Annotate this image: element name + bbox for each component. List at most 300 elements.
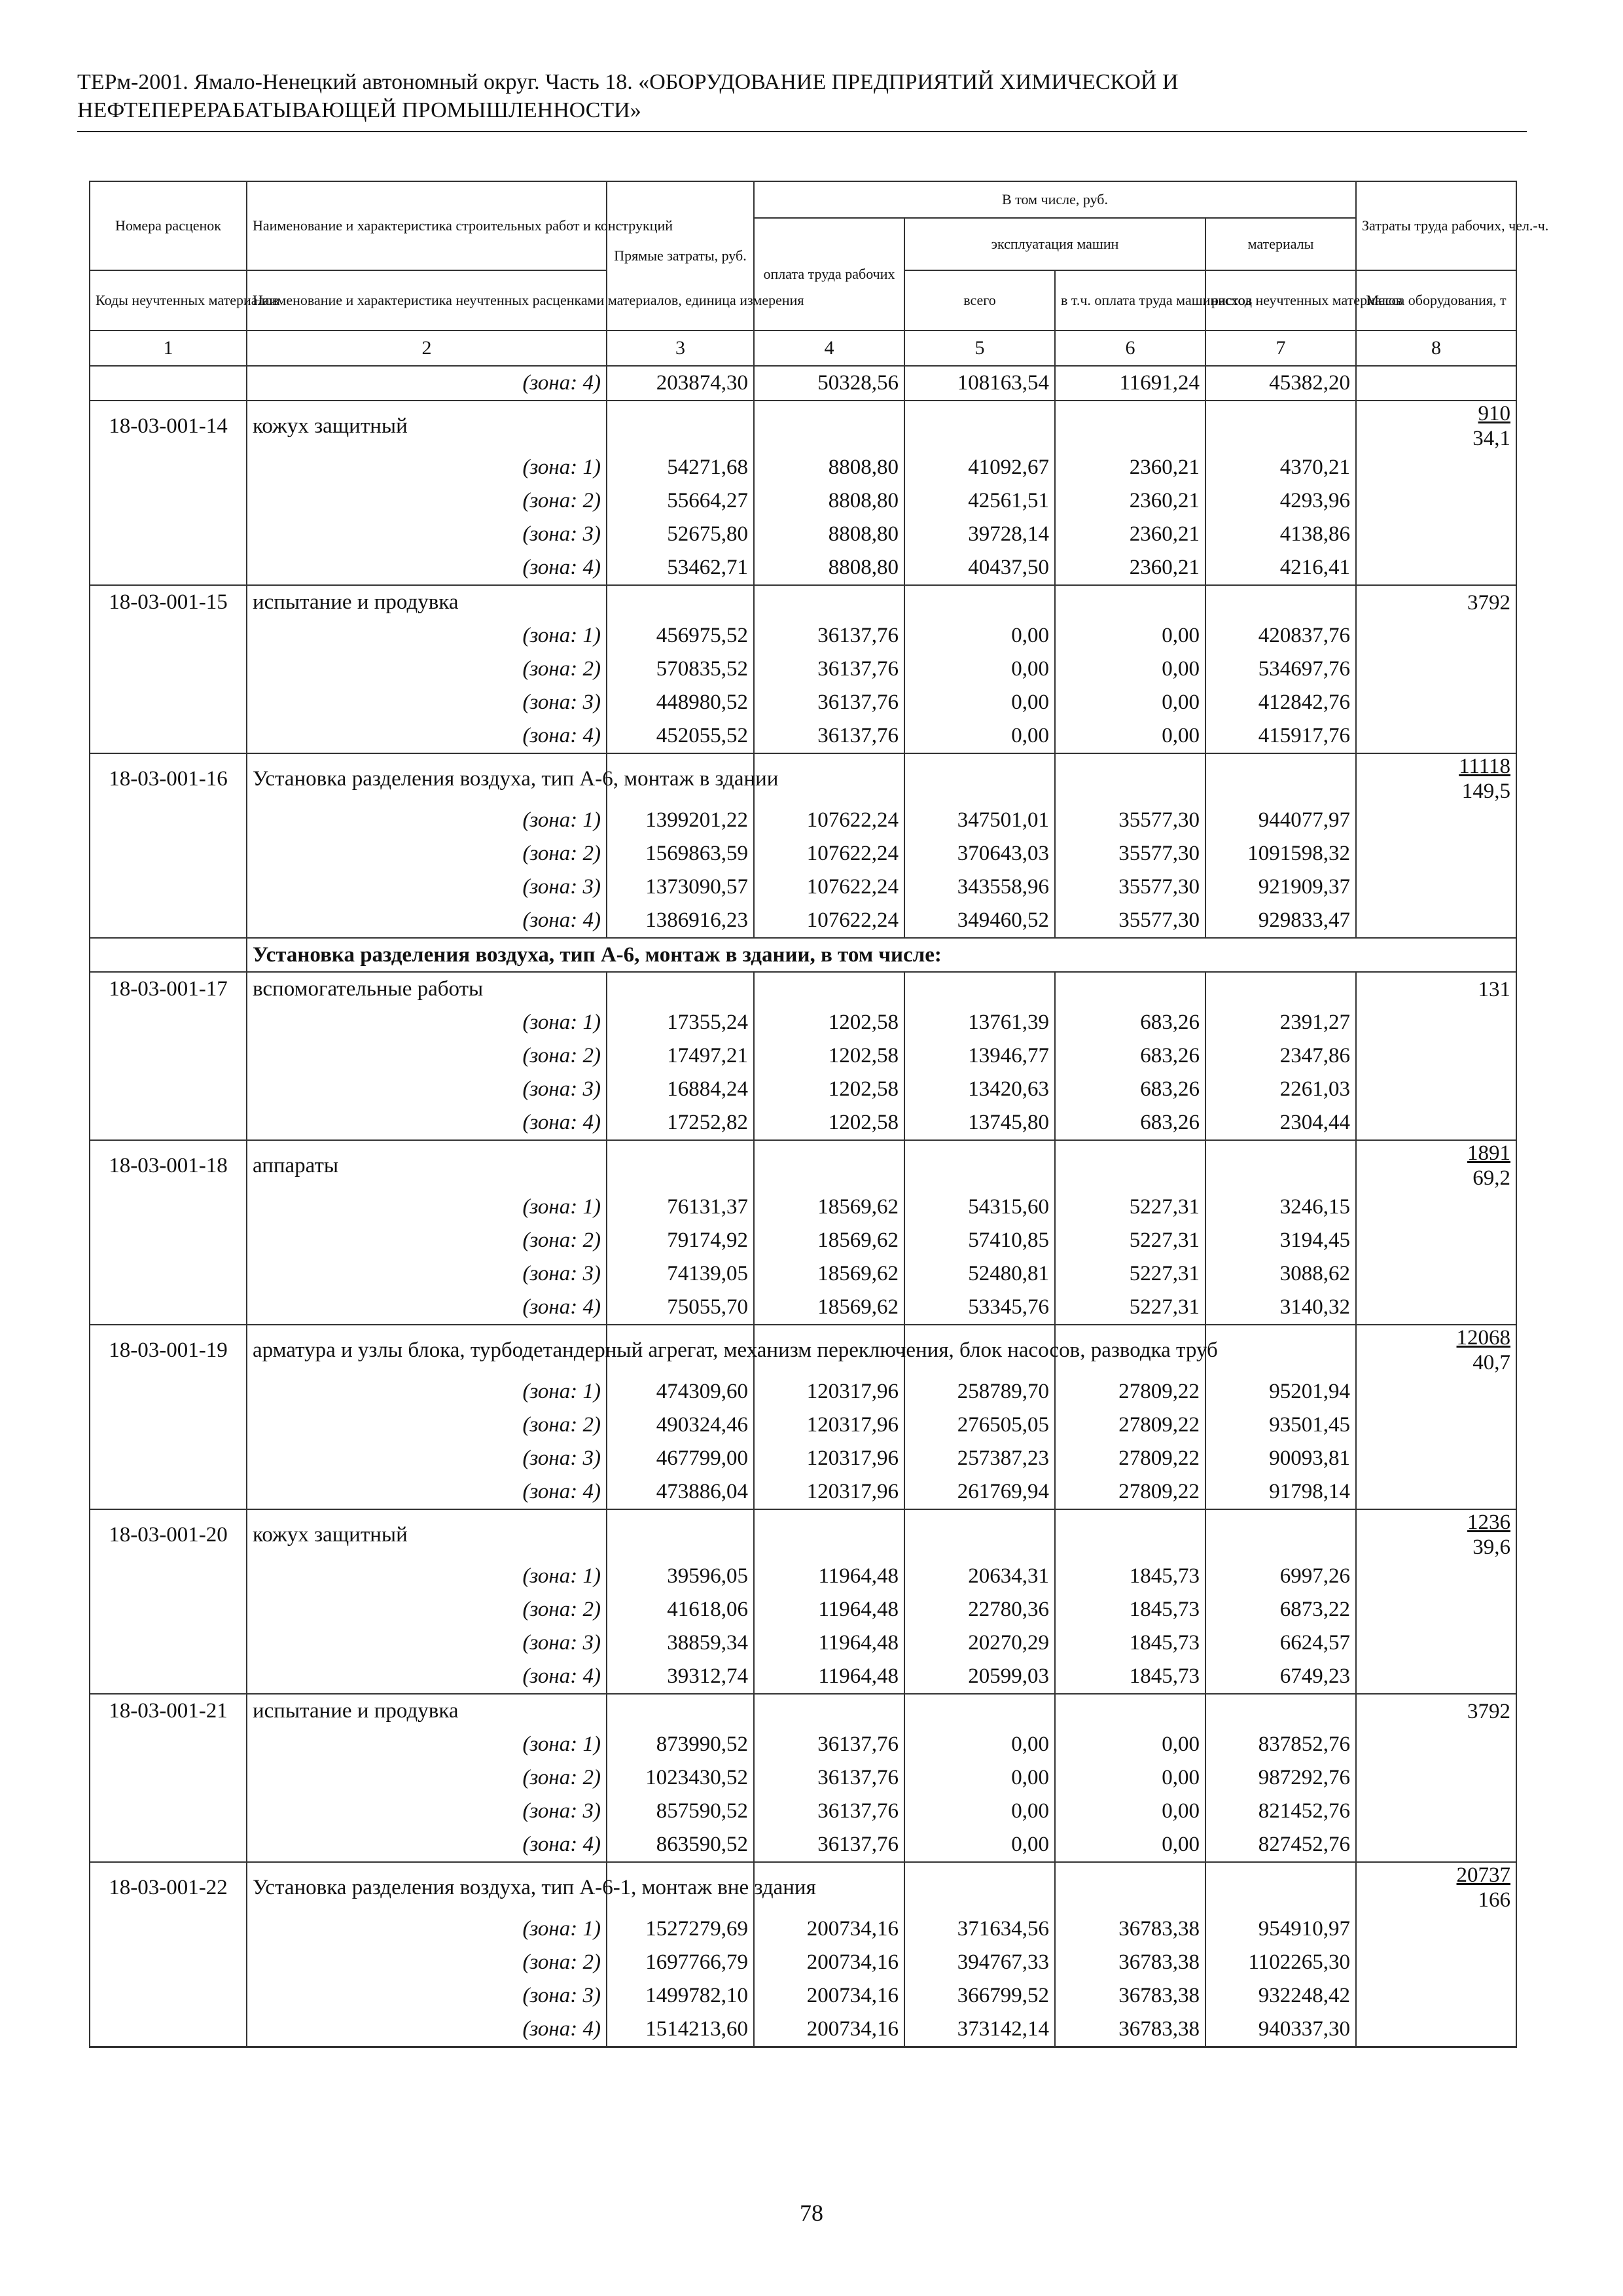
worker-pay-cell: 36137,76 <box>754 686 904 719</box>
machinist-pay-cell: 11691,24 <box>1055 366 1205 401</box>
zone-label: (зона: 1) <box>247 1191 607 1224</box>
worker-pay-cell: 36137,76 <box>754 619 904 653</box>
empty-cell <box>754 1140 904 1191</box>
labor-costs-value: 3792 <box>1467 1699 1511 1723</box>
direct-costs-cell: 79174,92 <box>607 1224 754 1257</box>
machine-total-cell: 22780,36 <box>904 1593 1055 1626</box>
column-number: 4 <box>754 331 904 366</box>
materials-cell: 6873,22 <box>1205 1593 1356 1626</box>
worker-pay-cell: 50328,56 <box>754 366 904 401</box>
materials-cell: 4370,21 <box>1205 451 1356 484</box>
machine-total-cell: 40437,50 <box>904 551 1055 585</box>
machine-total-cell: 371634,56 <box>904 1912 1055 1946</box>
machine-total-cell: 20599,03 <box>904 1660 1055 1694</box>
empty-cell <box>1356 1828 1516 1862</box>
empty-cell <box>1205 585 1356 619</box>
direct-costs-cell: 41618,06 <box>607 1593 754 1626</box>
empty-cell <box>90 719 247 753</box>
rate-group-first-row <box>90 1862 1516 1912</box>
zone-row <box>90 1006 1516 1039</box>
machinist-pay-cell: 0,00 <box>1055 686 1205 719</box>
direct-costs-cell: 52675,80 <box>607 518 754 551</box>
empty-cell <box>90 1912 247 1946</box>
empty-cell <box>90 1224 247 1257</box>
col-machine-operation: эксплуатация машин <box>904 218 1205 270</box>
materials-cell: 940337,30 <box>1205 2013 1356 2047</box>
machine-total-cell: 13420,63 <box>904 1073 1055 1106</box>
materials-cell: 827452,76 <box>1205 1828 1356 1862</box>
zone-label: (зона: 3) <box>247 870 607 904</box>
col-name-works: Наименование и характеристика строительных работ и конструкций <box>247 181 607 270</box>
rate-code: 18-03-001-21 <box>90 1694 247 1728</box>
empty-cell <box>607 1509 754 1560</box>
zone-label: (зона: 3) <box>247 1257 607 1291</box>
empty-cell <box>1356 1408 1516 1442</box>
empty-cell <box>1055 585 1205 619</box>
materials-cell: 954910,97 <box>1205 1912 1356 1946</box>
header-line-1: ТЕРм-2001. Ямало-Ненецкий автономный округ. Часть 18. «ОБОРУДОВАНИЕ ПРЕДПРИЯТИЙ ХИМИЧЕСКОЙ И <box>77 70 1179 94</box>
zone-label: (зона: 3) <box>247 1626 607 1660</box>
zone-row <box>90 686 1516 719</box>
machinist-pay-cell: 27809,22 <box>1055 1442 1205 1475</box>
worker-pay-cell: 107622,24 <box>754 904 904 938</box>
zone-label: (зона: 2) <box>247 1408 607 1442</box>
empty-cell <box>1356 551 1516 585</box>
empty-cell <box>90 518 247 551</box>
machine-total-cell: 366799,52 <box>904 1979 1055 2013</box>
empty-cell <box>1205 1694 1356 1728</box>
work-name: аппараты <box>247 1140 607 1191</box>
empty-cell <box>754 1509 904 1560</box>
zone-label: (зона: 4) <box>247 1106 607 1140</box>
machine-total-cell: 0,00 <box>904 1761 1055 1795</box>
zone-label: (зона: 2) <box>247 1761 607 1795</box>
empty-cell <box>1356 837 1516 870</box>
col-total: всего <box>904 270 1055 331</box>
machine-total-cell: 370643,03 <box>904 837 1055 870</box>
empty-cell <box>90 1979 247 2013</box>
empty-cell <box>1356 1660 1516 1694</box>
col-rate-numbers: Номера расценок <box>90 181 247 270</box>
machine-total-cell: 343558,96 <box>904 870 1055 904</box>
materials-cell: 2261,03 <box>1205 1073 1356 1106</box>
materials-cell: 6997,26 <box>1205 1560 1356 1593</box>
section-heading-row <box>90 938 1516 972</box>
machinist-pay-cell: 1845,73 <box>1055 1626 1205 1660</box>
direct-costs-cell: 473886,04 <box>607 1475 754 1509</box>
empty-cell <box>90 904 247 938</box>
machine-total-cell: 276505,05 <box>904 1408 1055 1442</box>
col-included: В том числе, руб. <box>754 181 1356 218</box>
machine-total-cell: 52480,81 <box>904 1257 1055 1291</box>
direct-costs-cell: 1569863,59 <box>607 837 754 870</box>
worker-pay-cell: 200734,16 <box>754 2013 904 2047</box>
equipment-mass-value: 166 <box>1478 1888 1511 1912</box>
zone-row <box>90 1191 1516 1224</box>
materials-cell: 420837,76 <box>1205 619 1356 653</box>
empty-cell <box>1356 653 1516 686</box>
zone-label: (зона: 1) <box>247 804 607 837</box>
empty-cell <box>1356 451 1516 484</box>
labor-costs-value: 11118 <box>1459 755 1511 778</box>
empty-cell <box>90 870 247 904</box>
column-number: 5 <box>904 331 1055 366</box>
machine-total-cell: 394767,33 <box>904 1946 1055 1979</box>
header-rule <box>77 131 1527 132</box>
empty-cell <box>90 837 247 870</box>
empty-cell <box>90 1761 247 1795</box>
zone-label: (зона: 1) <box>247 619 607 653</box>
empty-cell <box>90 1291 247 1325</box>
empty-cell <box>1055 1509 1205 1560</box>
empty-cell <box>90 1073 247 1106</box>
section-heading: Установка разделения воздуха, тип А-6, монтаж в здании, в том числе: <box>247 938 1516 972</box>
machinist-pay-cell: 5227,31 <box>1055 1224 1205 1257</box>
empty-cell <box>1055 401 1205 451</box>
direct-costs-cell: 490324,46 <box>607 1408 754 1442</box>
zone-row <box>90 1039 1516 1073</box>
materials-cell: 987292,76 <box>1205 1761 1356 1795</box>
empty-cell <box>904 1862 1055 1912</box>
machinist-pay-cell: 35577,30 <box>1055 870 1205 904</box>
zone-label: (зона: 2) <box>247 484 607 518</box>
equipment-mass-value: 149,5 <box>1461 780 1511 803</box>
worker-pay-cell: 1202,58 <box>754 1006 904 1039</box>
empty-cell <box>1356 619 1516 653</box>
zone-row <box>90 1408 1516 1442</box>
machine-total-cell: 42561,51 <box>904 484 1055 518</box>
empty-cell <box>90 1006 247 1039</box>
machine-total-cell: 0,00 <box>904 686 1055 719</box>
rate-group-first-row <box>90 401 1516 451</box>
empty-cell <box>90 1257 247 1291</box>
machinist-pay-cell: 36783,38 <box>1055 1946 1205 1979</box>
worker-pay-cell: 8808,80 <box>754 518 904 551</box>
empty-cell <box>90 2013 247 2047</box>
zone-label: (зона: 1) <box>247 1560 607 1593</box>
empty-cell <box>90 484 247 518</box>
rate-group-first-row <box>90 972 1516 1006</box>
machinist-pay-cell: 2360,21 <box>1055 518 1205 551</box>
col-name-unaccounted: Наименование и характеристика неучтенных расценками материалов, единица измерения <box>247 270 607 331</box>
empty-cell <box>904 1694 1055 1728</box>
materials-cell: 2347,86 <box>1205 1039 1356 1073</box>
zone-label: (зона: 2) <box>247 1593 607 1626</box>
machine-total-cell: 0,00 <box>904 1795 1055 1828</box>
work-name: арматура и узлы блока, турбодетандерный агрегат, механизм переключения, блок насосов, разводка труб <box>247 1325 607 1375</box>
empty-cell <box>754 585 904 619</box>
direct-costs-cell: 75055,70 <box>607 1291 754 1325</box>
direct-costs-cell: 53462,71 <box>607 551 754 585</box>
machine-total-cell: 257387,23 <box>904 1442 1055 1475</box>
worker-pay-cell: 120317,96 <box>754 1442 904 1475</box>
machine-total-cell: 108163,54 <box>904 366 1055 401</box>
direct-costs-cell: 467799,00 <box>607 1442 754 1475</box>
empty-cell <box>1356 1795 1516 1828</box>
direct-costs-cell: 863590,52 <box>607 1828 754 1862</box>
empty-cell <box>1205 401 1356 451</box>
machinist-pay-cell: 35577,30 <box>1055 904 1205 938</box>
worker-pay-cell: 120317,96 <box>754 1375 904 1408</box>
col-equipment-mass: Масса оборудования, т <box>1356 270 1516 331</box>
materials-cell: 4216,41 <box>1205 551 1356 585</box>
zone-row <box>90 870 1516 904</box>
rate-code: 18-03-001-16 <box>90 753 247 804</box>
labor-mass-cell <box>1356 753 1516 804</box>
work-name: Установка разделения воздуха, тип А-6-1, монтаж вне здания <box>247 1862 607 1912</box>
labor-costs-value: 910 <box>1478 402 1511 425</box>
zone-row <box>90 719 1516 753</box>
zone-row <box>90 1375 1516 1408</box>
zone-label: (зона: 1) <box>247 451 607 484</box>
col-unaccounted-codes: Коды неучтенных материалов <box>90 270 247 331</box>
zone-row <box>90 2013 1516 2047</box>
empty-cell <box>1356 1257 1516 1291</box>
machinist-pay-cell: 5227,31 <box>1055 1291 1205 1325</box>
zone-row <box>90 1828 1516 1862</box>
empty-cell <box>1356 1006 1516 1039</box>
page-header <box>77 68 1517 124</box>
column-number: 2 <box>247 331 607 366</box>
direct-costs-cell: 17252,82 <box>607 1106 754 1140</box>
empty-cell <box>1356 719 1516 753</box>
machine-total-cell: 54315,60 <box>904 1191 1055 1224</box>
zone-row <box>90 619 1516 653</box>
direct-costs-cell: 456975,52 <box>607 619 754 653</box>
equipment-mass-value: 69,2 <box>1472 1166 1511 1190</box>
zone-row <box>90 1795 1516 1828</box>
empty-cell <box>1356 1291 1516 1325</box>
zone-label: (зона: 4) <box>247 366 607 401</box>
work-name: вспомогательные работы <box>247 972 607 1006</box>
worker-pay-cell: 36137,76 <box>754 1795 904 1828</box>
machinist-pay-cell: 2360,21 <box>1055 484 1205 518</box>
col-direct-costs: Прямые затраты, руб. <box>607 181 754 331</box>
empty-cell <box>1356 1626 1516 1660</box>
worker-pay-cell: 8808,80 <box>754 551 904 585</box>
zone-row <box>90 1106 1516 1140</box>
zone-label: (зона: 4) <box>247 1660 607 1694</box>
machinist-pay-cell: 1845,73 <box>1055 1660 1205 1694</box>
empty-cell <box>1356 1375 1516 1408</box>
zone-label: (зона: 3) <box>247 1979 607 2013</box>
zone-row <box>90 1979 1516 2013</box>
direct-costs-cell: 1697766,79 <box>607 1946 754 1979</box>
direct-costs-cell: 17497,21 <box>607 1039 754 1073</box>
empty-cell <box>1356 1728 1516 1761</box>
col-labor-costs: Затраты труда рабочих, чел.-ч. <box>1356 181 1516 270</box>
empty-cell <box>1055 1694 1205 1728</box>
zone-row <box>90 1257 1516 1291</box>
empty-cell <box>90 619 247 653</box>
worker-pay-cell: 1202,58 <box>754 1073 904 1106</box>
materials-cell: 4138,86 <box>1205 518 1356 551</box>
worker-pay-cell: 36137,76 <box>754 1728 904 1761</box>
worker-pay-cell: 36137,76 <box>754 1761 904 1795</box>
direct-costs-cell: 570835,52 <box>607 653 754 686</box>
zone-label: (зона: 3) <box>247 686 607 719</box>
materials-cell: 3140,32 <box>1205 1291 1356 1325</box>
column-number: 3 <box>607 331 754 366</box>
equipment-mass-value: 39,6 <box>1472 1535 1511 1559</box>
worker-pay-cell: 36137,76 <box>754 653 904 686</box>
empty-cell <box>904 753 1055 804</box>
machine-total-cell: 20634,31 <box>904 1560 1055 1593</box>
empty-cell <box>904 401 1055 451</box>
rates-body-a <box>90 366 1516 938</box>
empty-cell <box>1055 972 1205 1006</box>
empty-cell <box>1205 1325 1356 1375</box>
rate-code: 18-03-001-22 <box>90 1862 247 1912</box>
labor-mass-cell <box>1356 972 1516 1006</box>
materials-cell: 1102265,30 <box>1205 1946 1356 1979</box>
machinist-pay-cell: 1845,73 <box>1055 1593 1205 1626</box>
col-incl-machinist-pay: в т.ч. оплата труда машинистов <box>1055 270 1205 331</box>
rate-group-first-row <box>90 1694 1516 1728</box>
empty-cell <box>1356 1191 1516 1224</box>
empty-cell <box>1055 753 1205 804</box>
machinist-pay-cell: 5227,31 <box>1055 1191 1205 1224</box>
empty-cell <box>904 972 1055 1006</box>
continuation-row <box>90 366 1516 401</box>
page-number: 78 <box>800 2200 823 2226</box>
direct-costs-cell: 1386916,23 <box>607 904 754 938</box>
empty-cell <box>90 804 247 837</box>
worker-pay-cell: 120317,96 <box>754 1475 904 1509</box>
zone-row <box>90 1593 1516 1626</box>
zone-label: (зона: 4) <box>247 719 607 753</box>
zone-row <box>90 1224 1516 1257</box>
machinist-pay-cell: 27809,22 <box>1055 1375 1205 1408</box>
materials-cell: 45382,20 <box>1205 366 1356 401</box>
materials-cell: 95201,94 <box>1205 1375 1356 1408</box>
empty-cell <box>1356 484 1516 518</box>
empty-cell <box>904 1140 1055 1191</box>
zone-label: (зона: 3) <box>247 1442 607 1475</box>
empty-cell <box>754 401 904 451</box>
table-head <box>90 181 1549 366</box>
worker-pay-cell: 200734,16 <box>754 1912 904 1946</box>
direct-costs-cell: 1399201,22 <box>607 804 754 837</box>
rate-group-first-row <box>90 1140 1516 1191</box>
rate-code: 18-03-001-15 <box>90 585 247 619</box>
materials-cell: 3088,62 <box>1205 1257 1356 1291</box>
direct-costs-cell: 474309,60 <box>607 1375 754 1408</box>
rate-code: 18-03-001-20 <box>90 1509 247 1560</box>
direct-costs-cell: 39312,74 <box>607 1660 754 1694</box>
machinist-pay-cell: 27809,22 <box>1055 1408 1205 1442</box>
zone-row <box>90 1291 1516 1325</box>
empty-cell <box>90 451 247 484</box>
materials-cell: 837852,76 <box>1205 1728 1356 1761</box>
worker-pay-cell: 18569,62 <box>754 1224 904 1257</box>
empty-cell <box>1356 1761 1516 1795</box>
equipment-mass-value: 40,7 <box>1472 1351 1511 1374</box>
machinist-pay-cell: 35577,30 <box>1055 804 1205 837</box>
direct-costs-cell: 17355,24 <box>607 1006 754 1039</box>
zone-label: (зона: 2) <box>247 837 607 870</box>
worker-pay-cell: 11964,48 <box>754 1593 904 1626</box>
zone-row <box>90 904 1516 938</box>
col-unaccounted-materials-use: расход неучтенных материалов <box>1205 270 1356 331</box>
worker-pay-cell: 11964,48 <box>754 1626 904 1660</box>
empty-cell <box>1356 1224 1516 1257</box>
empty-cell <box>1356 518 1516 551</box>
machine-total-cell: 57410,85 <box>904 1224 1055 1257</box>
worker-pay-cell: 200734,16 <box>754 1979 904 2013</box>
worker-pay-cell: 18569,62 <box>754 1291 904 1325</box>
zone-label: (зона: 3) <box>247 1073 607 1106</box>
empty-cell <box>90 686 247 719</box>
machine-total-cell: 261769,94 <box>904 1475 1055 1509</box>
worker-pay-cell: 36137,76 <box>754 1828 904 1862</box>
worker-pay-cell: 107622,24 <box>754 804 904 837</box>
work-name: испытание и продувка <box>247 1694 607 1728</box>
materials-cell: 412842,76 <box>1205 686 1356 719</box>
materials-cell: 821452,76 <box>1205 1795 1356 1828</box>
zone-row <box>90 1560 1516 1593</box>
machinist-pay-cell: 5227,31 <box>1055 1257 1205 1291</box>
empty-cell <box>1356 1039 1516 1073</box>
machinist-pay-cell: 0,00 <box>1055 1728 1205 1761</box>
machinist-pay-cell: 0,00 <box>1055 1828 1205 1862</box>
machine-total-cell: 0,00 <box>904 1728 1055 1761</box>
work-name: испытание и продувка <box>247 585 607 619</box>
machine-total-cell: 0,00 <box>904 1828 1055 1862</box>
empty-cell <box>607 1694 754 1728</box>
machine-total-cell: 0,00 <box>904 653 1055 686</box>
zone-label: (зона: 1) <box>247 1728 607 1761</box>
zone-label: (зона: 1) <box>247 1375 607 1408</box>
empty-cell <box>1356 904 1516 938</box>
empty-cell <box>1055 1140 1205 1191</box>
worker-pay-cell: 18569,62 <box>754 1257 904 1291</box>
labor-mass-cell <box>1356 1509 1516 1560</box>
rate-group-first-row <box>90 1509 1516 1560</box>
labor-costs-value: 1236 <box>1467 1511 1511 1534</box>
empty-cell <box>1205 1862 1356 1912</box>
rate-code: 18-03-001-17 <box>90 972 247 1006</box>
empty-cell <box>1356 1475 1516 1509</box>
empty-cell <box>1356 870 1516 904</box>
rate-code: 18-03-001-18 <box>90 1140 247 1191</box>
empty-cell <box>904 585 1055 619</box>
materials-cell: 6624,57 <box>1205 1626 1356 1660</box>
zone-label: (зона: 4) <box>247 1828 607 1862</box>
machinist-pay-cell: 0,00 <box>1055 719 1205 753</box>
work-name: кожух защитный <box>247 1509 607 1560</box>
zone-row <box>90 804 1516 837</box>
direct-costs-cell: 873990,52 <box>607 1728 754 1761</box>
zone-row <box>90 1660 1516 1694</box>
worker-pay-cell: 11964,48 <box>754 1660 904 1694</box>
zone-row <box>90 1912 1516 1946</box>
empty-cell <box>1356 804 1516 837</box>
zone-row <box>90 1475 1516 1509</box>
machine-total-cell: 20270,29 <box>904 1626 1055 1660</box>
empty-cell <box>1055 1862 1205 1912</box>
empty-cell <box>90 1828 247 1862</box>
materials-cell: 3246,15 <box>1205 1191 1356 1224</box>
worker-pay-cell: 36137,76 <box>754 719 904 753</box>
col-worker-pay: оплата труда рабочих <box>754 218 904 331</box>
worker-pay-cell: 8808,80 <box>754 451 904 484</box>
empty-cell <box>90 1728 247 1761</box>
empty-cell <box>1205 753 1356 804</box>
zone-label: (зона: 4) <box>247 904 607 938</box>
materials-cell: 944077,97 <box>1205 804 1356 837</box>
empty-cell <box>1356 1560 1516 1593</box>
